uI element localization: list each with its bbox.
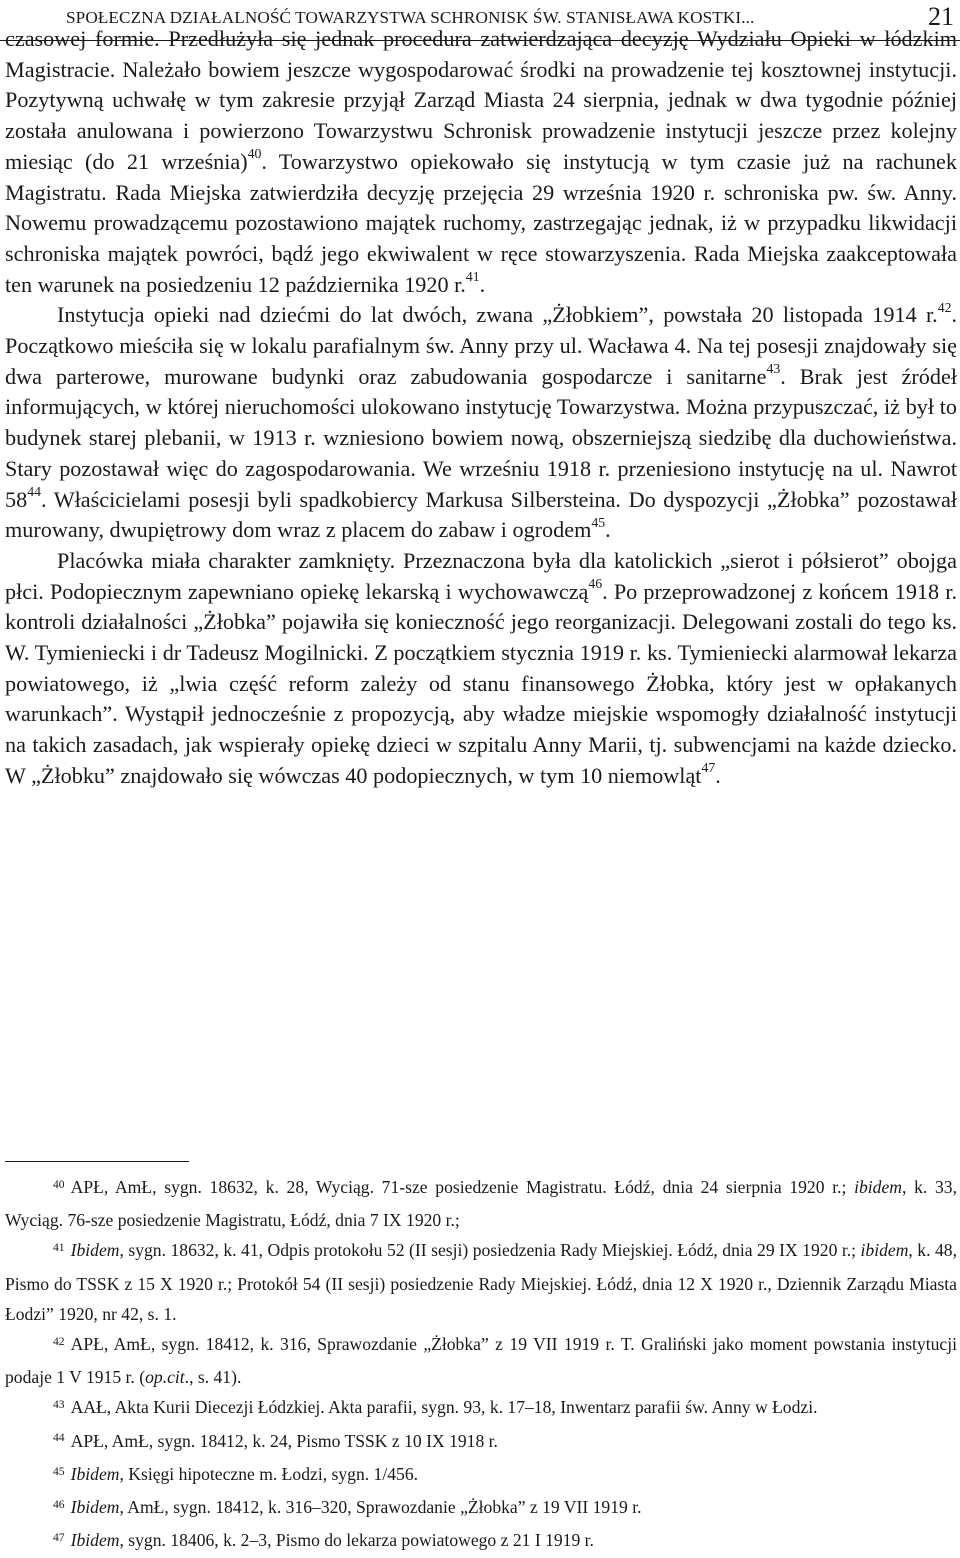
text-run: . Brak jest źródeł informujących, w której nieruchomości ulokowano instytucję Towarzystwa. Można przypuszczać, iż był to budynek starej plebanii, w 1913 r. wzniesiono bowiem nową, obszerniejszą siedzibę dla duchowieństwa. Stary pozostawał więc do zagospodarowania. We wrześniu 1918 r. przeniesiono instytucję na ul. Nawrot 58 [5,363,957,512]
footnote-number: 44 [53,1431,65,1445]
footnote-ref[interactable]: 42 [937,299,952,315]
text-run: . [715,762,721,788]
text-run: czasowej formie. Przedłużyła się jednak procedura zatwierdzająca decyzję Wydziału Opieki w łódzkim Magistracie. Należało bowiem jeszcze wygospodarować środki na prowadzenie tej kosztownej instytucji. Pozytywną uchwałę w tym zakresie przyjął Zarząd Miasta 24 sierpnia, jednak w dwa tygodnie później została anulowana i powierzono Towarzystwu Schronisk prowadzenie instytucji jeszcze przez kolejny miesiąc (do 21 września) [5,26,957,174]
footnote-43 [5,1392,957,1425]
running-head: SPOŁECZNA DZIAŁALNOŚĆ TOWARZYSTWA SCHRONISK ŚW. STANISŁAWA KOSTKI... [66,8,755,27]
footnote-42 [5,1329,957,1392]
page-number: 21 [928,2,954,31]
footnote-text: , Księgi hipoteczne m. Łodzi, sygn. 1/456. [119,1463,419,1484]
footnote-46 [5,1492,957,1525]
footnote-italic: Ibidem [70,1497,120,1518]
footnote-text: ., s. 41). [184,1367,242,1388]
text-run: . Początkowo mieściła się w lokalu parafialnym św. Anny przy ul. Wacława 4. Na tej posesji znajdowały się dwa parterowe, murowane budynki oraz zabudowania gospodarcze i sanitarne [5,302,957,389]
footnote-number: 46 [53,1497,65,1511]
footnote-text: , k. 48, Pismo do TSSK z 15 X 1920 r.; Protokół 54 (II sesji) posiedzenie Rady Miejskiej. Łódź, dnia 12 X 1920 r., Dziennik Zarządu Miasta Łodzi” 1920, nr 42, s. 1. [5,1240,957,1324]
footnote-italic: op.cit [145,1367,185,1388]
text-run: Placówka miała charakter zamknięty. Przeznaczona była dla katolickich „sierot i półsierot” obojga płci. Podopiecznym zapewniano opiekę lekarską i wychowawczą [5,547,957,604]
footnote-ref[interactable]: 41 [465,269,480,285]
footnote-italic: ibidem [860,1240,909,1261]
footnote-45 [5,1459,957,1492]
footnote-italic: Ibidem [70,1530,120,1551]
paragraph-2 [5,300,957,546]
footnote-text: , AmŁ, sygn. 18412, k. 316–320, Sprawozdanie „Żłobka” z 19 VII 1919 r. [119,1497,642,1518]
text-run: . Po przeprowadzonej z końcem 1918 r. kontroli działalności „Żłobka” pojawiła się konieczność jego reorganizacji. Delegowani zostali do tego ks. W. Tymieniecki i dr Tadeusz Mogilnicki. Z początkiem stycznia 1919 r. ks. Tymieniecki alarmował lekarza powiatowego, iż „lwia część reform zależy od stanu finansowego Żłobka, który jest w opłakanych warunkach”. Wystąpił jednocześnie z propozycją, aby władze miejskie wspomogły działalność instytucji na takich zasadach, jak wspierały opiekę dzieci w szpitalu Anny Marii, tj. subwencjami na każde dziecko. W „Żłobku” znajdowało się wówczas 40 podopiecznych, w tym 10 niemowląt [5,578,957,788]
footnote-number: 47 [53,1531,65,1545]
footnote-ref[interactable]: 46 [588,576,603,592]
text-run: . Właścicielami posesji byli spadkobiercy Markusa Silbersteina. Do dyspozycji „Żłobka” pozostawał murowany, dwupiętrowy dom wraz z placem do zabaw i ogrodem [5,486,957,543]
body-text [5,24,957,792]
footnote-ref[interactable]: 44 [27,484,41,500]
footnote-text: APŁ, AmŁ, sygn. 18412, k. 24, Pismo TSSK z 10 IX 1918 r. [70,1430,498,1451]
footnote-italic: Ibidem [70,1240,120,1261]
footnote-ref[interactable]: 43 [766,361,781,377]
footnote-number: 41 [53,1241,65,1255]
text-run: . Towarzystwo opiekowało się instytucją w tym czasie już na rachunek Magistratu. Rada Miejska zatwierdziła decyzję przejęcia 29 września 1920 r. schroniska pw. św. Anny. Nowemu prowadzącemu pozostawiono majątek ruchomy, zastrzegając jednak, iż w przypadku likwidacji schroniska majątek powróci, bądź jego ekwiwalent w ręce stowarzyszenia. Rada Miejska zaakceptowała ten warunek na posiedzeniu 12 października 1920 r. [5,148,958,297]
footnote-ref[interactable]: 40 [247,146,262,162]
footnote-number: 45 [53,1464,65,1478]
paragraph-1 [5,24,957,300]
footnote-ref[interactable]: 47 [701,760,716,776]
text-run: . [479,271,486,297]
footnote-text: APŁ, AmŁ, sygn. 18632, k. 28, Wyciąg. 71-sze posiedzenie Magistratu. Łódź, dnia 24 sierpnia 1920 r.; [70,1177,855,1197]
footnote-41 [5,1235,957,1329]
paragraph-3 [5,546,957,792]
footnote-number: 42 [53,1334,65,1348]
footnote-text: APŁ, AmŁ, sygn. 18412, k. 316, Sprawozdanie „Żłobka” z 19 VII 1919 r. T. Graliński jako moment powstania instytucji podaje 1 V 1915 r. ( [5,1334,957,1388]
footnote-separator [5,1161,189,1162]
footnote-italic: ibidem [854,1177,902,1197]
footnote-number: 40 [53,1177,65,1191]
footnote-44 [5,1426,957,1459]
text-run: . [605,517,611,543]
text-run: Instytucja opieki nad dziećmi do lat dwóch, zwana „Żłobkiem”, powstała 20 listopada 1914 r. [57,302,938,328]
footnote-text: , sygn. 18406, k. 2–3, Pismo do lekarza powiatowego z 21 I 1919 r. [119,1530,594,1551]
footnotes [5,1172,957,1558]
footnote-text: AAŁ, Akta Kurii Diecezji Łódzkiej. Akta parafii, sygn. 93, k. 17–18, Inwentarz parafii św. Anny w Łodzi. [70,1397,818,1418]
footnote-text: , sygn. 18632, k. 41, Odpis protokołu 52 (II sesji) posiedzenia Rady Miejskiej. Łódź, dnia 29 IX 1920 r.; [119,1240,861,1261]
footnote-text: , k. 33, Wyciąg. 76-sze posiedzenie Magistratu, Łódź, dnia 7 IX 1920 r.; [5,1177,957,1231]
footnote-number: 43 [53,1398,65,1412]
footnote-italic: Ibidem [70,1463,120,1484]
footnote-40 [5,1172,957,1235]
footnote-ref[interactable]: 45 [591,514,606,530]
